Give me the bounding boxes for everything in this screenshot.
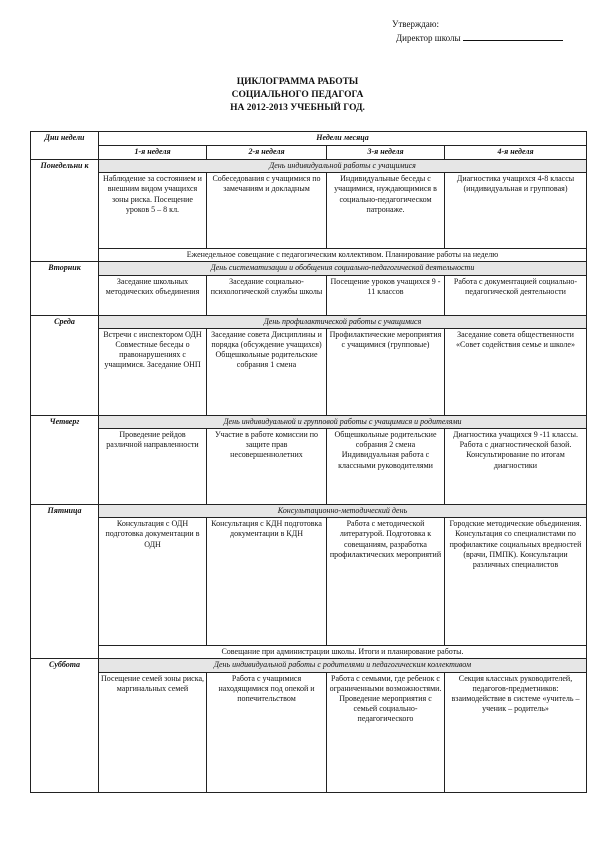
cell-thursday-week-2: Участие в работе комиссии по защите прав несовершеннолетних <box>207 429 327 505</box>
cell-tuesday-week-4: Работа с документацией социально-педагогической деятельности <box>445 275 587 315</box>
day-band-row <box>31 415 587 428</box>
day-cells-row <box>31 518 587 646</box>
cell-friday-week-2: Консультация с КДН подготовка документации в КДН <box>207 518 327 646</box>
week-3-header: 3-я неделя <box>327 146 445 160</box>
weeks-header: Недели месяца <box>99 132 587 146</box>
signature-line <box>463 31 563 41</box>
week-4-header: 4-я неделя <box>445 146 587 160</box>
day-cells-row <box>31 173 587 249</box>
week-labels-row <box>31 146 587 160</box>
cell-tuesday-week-1: Заседание школьных методических объединения <box>99 275 207 315</box>
cell-wednesday-week-1: Встречи с инспектором ОДН Совместные беседы о правонарушениях с учащимися. Заседание ОНП <box>99 328 207 415</box>
header-row <box>31 132 587 146</box>
day-cells-row <box>31 275 587 315</box>
cell-tuesday-week-3: Посещение уроков учащихся 9 - 11 классов <box>327 275 445 315</box>
day-tuesday: Вторник <box>31 262 99 315</box>
cell-tuesday-week-2: Заседание социально-психологической службы школы <box>207 275 327 315</box>
cell-monday-week-3: Индивидуальные беседы с учащимися, нуждающимися в социально-педагогическом патронаже. <box>327 173 445 249</box>
day-band-row <box>31 315 587 328</box>
day-theme-tuesday: День систематизации и обобщения социально-педагогической деятельности <box>99 262 587 275</box>
week-2-header: 2-я неделя <box>207 146 327 160</box>
day-friday: Пятница <box>31 505 99 659</box>
note-monday: Еженедельное совещание с педагогическим коллективом. Планирование работы на неделю <box>99 249 587 262</box>
day-saturday: Суббота <box>31 659 99 792</box>
cell-thursday-week-3: Общешкольные родительские собрания 2 смена Индивидуальная работа с классными руководителями <box>327 429 445 505</box>
day-theme-monday: День индивидуальной работы с учащимися <box>99 160 587 173</box>
note-friday: Совещание при администрации школы. Итоги и планирование работы. <box>99 646 587 659</box>
cell-thursday-week-1: Проведение рейдов различной направленности <box>99 429 207 505</box>
day-theme-friday: Консультационно-методический день <box>99 505 587 518</box>
day-note-row <box>31 249 587 262</box>
schedule-table <box>30 131 587 793</box>
day-theme-saturday: День индивидуальной работы с родителями и педагогическим коллективом <box>99 659 587 672</box>
document-title <box>0 76 595 115</box>
cell-saturday-week-2: Работа с учащимися находящимися под опекой и попечительством <box>207 672 327 792</box>
approval-block <box>392 17 582 45</box>
cell-wednesday-week-3: Профилактические мероприятия с учащимися (групповые) <box>327 328 445 415</box>
day-band-row <box>31 262 587 275</box>
cell-monday-week-4: Диагностика учащихся 4-8 классы (индивидуальная и групповая) <box>445 173 587 249</box>
week-1-header: 1-я неделя <box>99 146 207 160</box>
cell-friday-week-1: Консультация с ОДН подготовка документации в ОДН <box>99 518 207 646</box>
approval-label: Утверждаю: <box>392 19 440 29</box>
title-line-2: СОЦИАЛЬНОГО ПЕДАГОГА <box>231 90 364 100</box>
day-band-row <box>31 160 587 173</box>
day-band-row <box>31 659 587 672</box>
cell-thursday-week-4: Диагностика учащихся 9 -11 классы. Работа с диагностической базой. Консультирование по итогам диагностики <box>445 429 587 505</box>
cell-wednesday-week-4: Заседание совета общественности «Совет содействия семье и школе» <box>445 328 587 415</box>
cell-friday-week-3: Работа с методической литературой. Подготовка к совещаниям, разработка профилактических мероприятий <box>327 518 445 646</box>
cell-saturday-week-1: Посещение семей зоны риска, маргинальных семей <box>99 672 207 792</box>
day-cells-row <box>31 429 587 505</box>
day-monday: Понедельни к <box>31 160 99 262</box>
day-cells-row <box>31 328 587 415</box>
cell-saturday-week-4: Секция классных руководителей, педагогов-предметников: взаимодействие в системе «учитель – ученик – родитель» <box>445 672 587 792</box>
day-theme-thursday: День индивидуальной и групповой работы с учащимися и родителями <box>99 415 587 428</box>
cell-wednesday-week-2: Заседание совета Дисциплины и порядка (обсуждение учащихся) Общешкольные родительские собрания 1 смена <box>207 328 327 415</box>
day-thursday: Четверг <box>31 415 99 504</box>
day-theme-wednesday: День профилактической работы с учащимися <box>99 315 587 328</box>
cell-monday-week-1: Наблюдение за состоянием и внешним видом учащихся зоны риска. Посещение уроков 5 – 8 кл. <box>99 173 207 249</box>
day-cells-row <box>31 672 587 792</box>
approval-position: Директор школы <box>396 33 461 43</box>
cell-saturday-week-3: Работа с семьями, где ребенок с ограниченными возможностями. Проведение мероприятия с семьей социально-педагогического <box>327 672 445 792</box>
approval-signatory <box>392 31 582 45</box>
cell-friday-week-4: Городские методические объединения. Консультация со специалистами по профилактике социальных вредностей (врачи, ПМПК). Консультации различных специалистов <box>445 518 587 646</box>
day-wednesday: Среда <box>31 315 99 415</box>
cell-monday-week-2: Собеседования с учащимися по замечаниям и докладным <box>207 173 327 249</box>
days-column-header: Дни недели <box>31 132 99 160</box>
title-line-3: НА 2012-2013 УЧЕБНЫЙ ГОД. <box>230 103 365 113</box>
day-note-row <box>31 646 587 659</box>
title-line-1: ЦИКЛОГРАММА РАБОТЫ <box>236 77 359 87</box>
day-band-row <box>31 505 587 518</box>
